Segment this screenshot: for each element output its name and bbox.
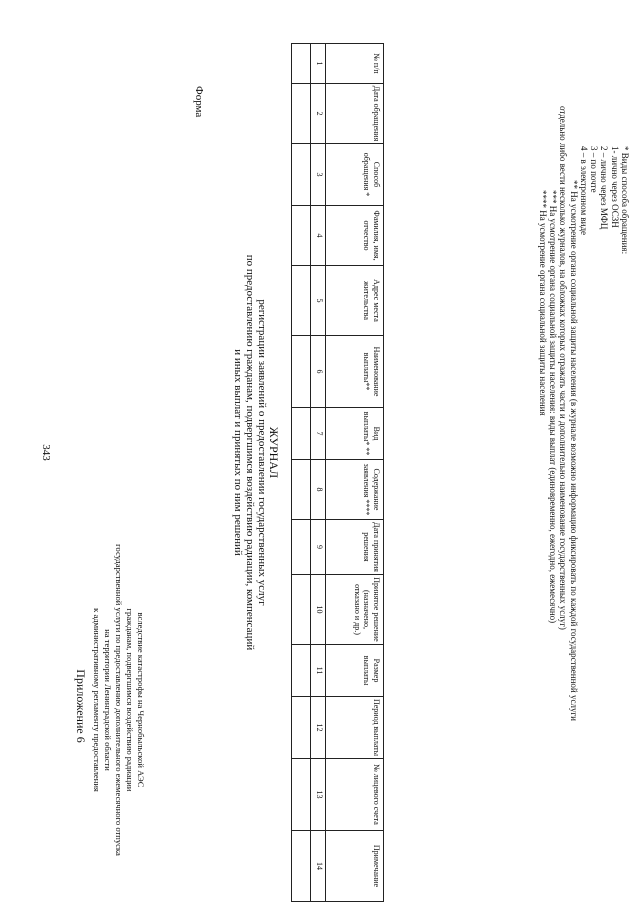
footnote-line: **** На усмотрение органа социальной защиты населения: [537, 190, 548, 416]
column-header: Период выплаты: [326, 697, 384, 759]
table-cell: [292, 266, 311, 336]
journal-table: [291, 43, 384, 902]
table-cell: [292, 460, 311, 520]
journal-subtitle-line: по предоставлению гражданам, подвергшимся воздействию радиации, компенсаций: [244, 254, 256, 651]
column-header: Способ обращения *: [326, 144, 384, 206]
footnote-line: * Виды способа обращения:: [620, 146, 630, 255]
column-header: № п/п: [326, 44, 384, 84]
table-cell: [292, 645, 311, 697]
column-header: Примечание: [326, 831, 384, 902]
table-cell: [292, 831, 311, 902]
table-header-row: [326, 44, 384, 902]
column-number: 11: [311, 645, 326, 697]
footnote-line: 2 – лично через МФЦ: [599, 146, 610, 230]
appendix-line: государственной услуги по предоставлению дополнительного ежемесячного отпуска: [114, 544, 124, 856]
footnote-line: 4 – в электронном виде: [578, 146, 589, 236]
journal-heading: [232, 200, 280, 705]
appendix-line: на территории Ленинградской области: [103, 629, 113, 771]
form-label: Форма: [193, 86, 205, 118]
column-number: 9: [311, 520, 326, 575]
column-number: 10: [311, 575, 326, 645]
column-number-row: [311, 44, 326, 902]
column-number: 1: [311, 44, 326, 84]
appendix-title: Приложение 6: [74, 669, 88, 743]
column-number: 2: [311, 84, 326, 144]
table-cell: [292, 697, 311, 759]
table-cell: [292, 144, 311, 206]
column-header: Размер выплаты: [326, 645, 384, 697]
column-number: 12: [311, 697, 326, 759]
column-number: 4: [311, 206, 326, 266]
column-header: Принятое решение (назначено, отказано и др.): [326, 575, 384, 645]
footnote-line: ** На усмотрение органа социальной защиты населения (в журнале возможно информацию фиксировать по каждой государственной услуги: [568, 180, 579, 721]
column-header: Дата принятия решения: [326, 520, 384, 575]
column-header: Адрес места жительства: [326, 266, 384, 336]
journal-subtitle-line: регистрации заявлений о предоставлении государственных услуг: [256, 299, 268, 606]
column-header: № лицевого счета: [326, 759, 384, 831]
column-number: 14: [311, 831, 326, 902]
appendix-line: вследствие катастрофы на Чернобыльской АЭС: [136, 612, 146, 788]
column-header: Дата обращения: [326, 84, 384, 144]
column-header: Фамилия, имя, отчество: [326, 206, 384, 266]
column-number: 13: [311, 759, 326, 831]
appendix-line: к административному регламенту предоставления: [92, 608, 102, 792]
footnote-line: 3 – по почте: [589, 146, 600, 193]
table-cell: [292, 206, 311, 266]
table-row: [292, 44, 311, 902]
column-number: 6: [311, 336, 326, 408]
table-cell: [292, 44, 311, 84]
table-cell: [292, 408, 311, 460]
footnote-line: отдельно либо вести несколько журналов, на обложках которых отражать части и дополнительно наименование государственных услуг): [558, 106, 569, 630]
table-cell: [292, 759, 311, 831]
page-number: 343: [40, 444, 52, 461]
appendix-line: гражданам, подвергшимся воздействию радиации: [125, 608, 135, 792]
table-cell: [292, 520, 311, 575]
footnote-line: 1- лично через ОСЗН: [609, 146, 620, 228]
column-number: 8: [311, 460, 326, 520]
column-number: 7: [311, 408, 326, 460]
table-cell: [292, 84, 311, 144]
footnote-line: *** На усмотрение органа социальной защиты населения: виды выплат (единовременно, ежегодно, ежемесячно): [547, 190, 558, 624]
table-cell: [292, 575, 311, 645]
footnotes: [537, 106, 630, 866]
table-cell: [292, 336, 311, 408]
column-number: 5: [311, 266, 326, 336]
column-number: 3: [311, 144, 326, 206]
column-header: Содержание заявления ****: [326, 460, 384, 520]
column-header: Вид выплаты* **: [326, 408, 384, 460]
journal-title: ЖУРНАЛ: [267, 426, 281, 479]
column-header: Наименование выплаты**: [326, 336, 384, 408]
journal-subtitle-line: и иных выплат и принятых по ним решений: [232, 349, 244, 556]
